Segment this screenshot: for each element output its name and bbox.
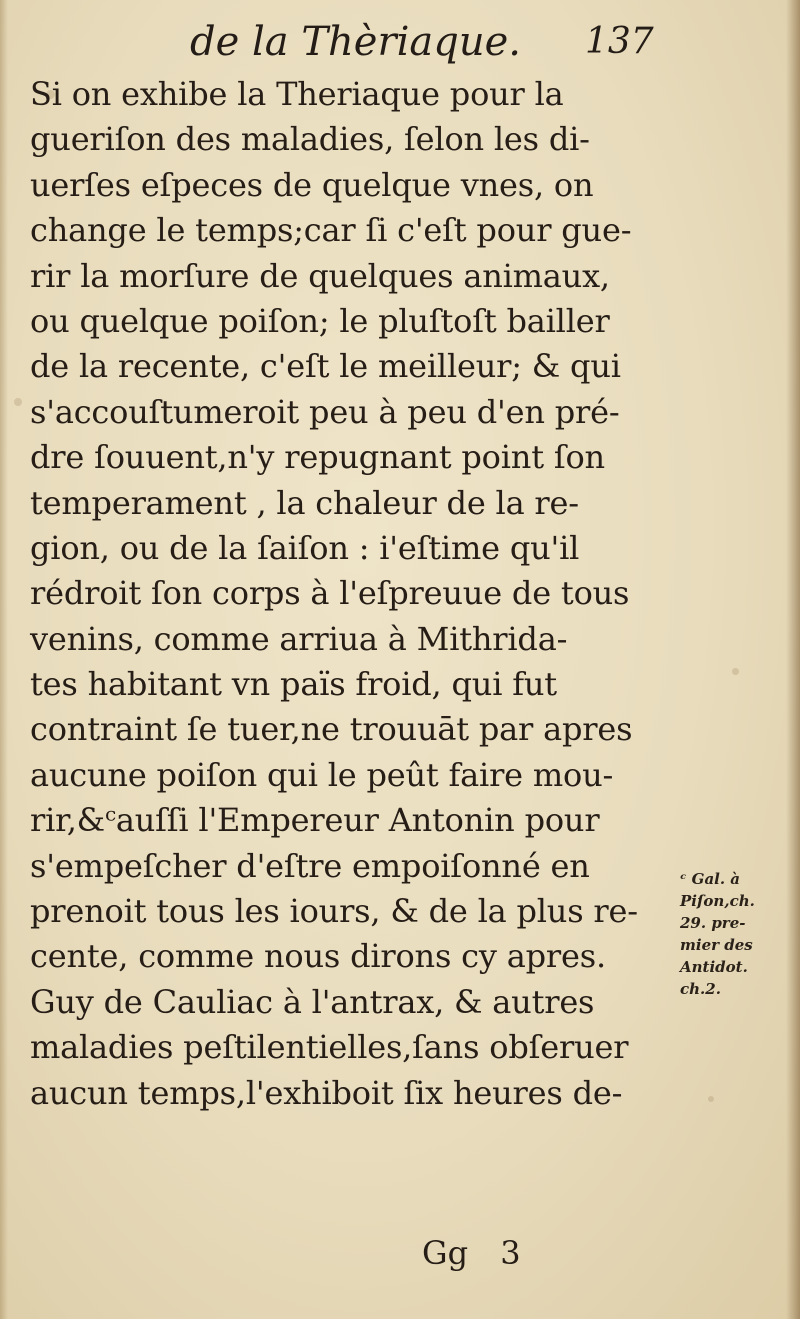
- marginal-note-line: Piſon,ch.: [680, 892, 755, 910]
- marginal-note-line: 29. pre-: [680, 914, 746, 932]
- marginal-note-line: mier des: [680, 936, 753, 954]
- text-line: venins, comme arriua à Mithrida-: [30, 619, 568, 658]
- marginal-note: [680, 868, 792, 1000]
- text-line: maladies peſtilentielles,ſans obſeruer: [30, 1028, 629, 1067]
- marginal-note-line: ch.2.: [680, 980, 721, 998]
- text-line: temperament , la chaleur de la re-: [30, 483, 579, 522]
- text-line: Si on exhibe la Theriaque pour la: [30, 75, 564, 113]
- paper-spot: [14, 398, 22, 406]
- text-line: change le temps;car ſi c'eſt pour gue-: [30, 211, 632, 250]
- signature-mark: [422, 1234, 521, 1272]
- signature-letters: Gg: [422, 1234, 469, 1272]
- text-line: ou quelque poiſon; le pluſtoſt bailler: [30, 301, 610, 340]
- paper-spot: [732, 668, 739, 675]
- text-line: s'empeſcher d'eſtre empoiſonné en: [30, 846, 590, 885]
- page-left-edge-shadow: [0, 0, 8, 1319]
- text-line: prenoit tous les iours, & de la plus re-: [30, 892, 638, 931]
- text-line: uerſes eſpeces de quelque vnes, on: [30, 165, 594, 204]
- text-line: rir,&ᶜauſſi l'Empereur Antonin pour: [30, 801, 600, 840]
- text-line: gion, ou de la ſaiſon : i'eſtime qu'il: [30, 528, 580, 567]
- text-line: gueriſon des maladies, ſelon les di-: [30, 120, 590, 159]
- paper-spot: [708, 1096, 714, 1102]
- text-line: aucune poiſon qui le peût faire mou-: [30, 755, 614, 794]
- text-line: Guy de Cauliac à l'antrax, & autres: [30, 982, 595, 1021]
- body-text: [30, 72, 670, 1116]
- text-line: aucun temps,l'exhiboit ſix heures de-: [30, 1073, 623, 1112]
- text-line: de la recente, c'eſt le meilleur; & qui: [30, 347, 621, 386]
- text-line: rir la morſure de quelques animaux,: [30, 256, 610, 295]
- signature-number: 3: [500, 1234, 521, 1272]
- page-right-edge-shadow: [786, 0, 800, 1319]
- text-line: rédroit ſon corps à l'eſpreuue de tous: [30, 574, 630, 613]
- text-line: dre ſouuent,n'y repugnant point ſon: [30, 438, 605, 477]
- page-header: [0, 14, 700, 70]
- page-number: 137: [585, 21, 654, 62]
- running-title: de la Thèriaque.: [190, 19, 521, 65]
- marginal-note-line: ᶜ Gal. à: [680, 870, 741, 888]
- text-line: contraint ſe tuer,ne trouuāt par apres: [30, 710, 633, 749]
- text-line: cente, comme nous dirons cy apres.: [30, 937, 606, 976]
- text-line: s'accouſtumeroit peu à peu d'en pré-: [30, 392, 620, 431]
- marginal-note-line: Antidot.: [680, 958, 748, 976]
- text-line: tes habitant vn païs froid, qui fut: [30, 665, 557, 704]
